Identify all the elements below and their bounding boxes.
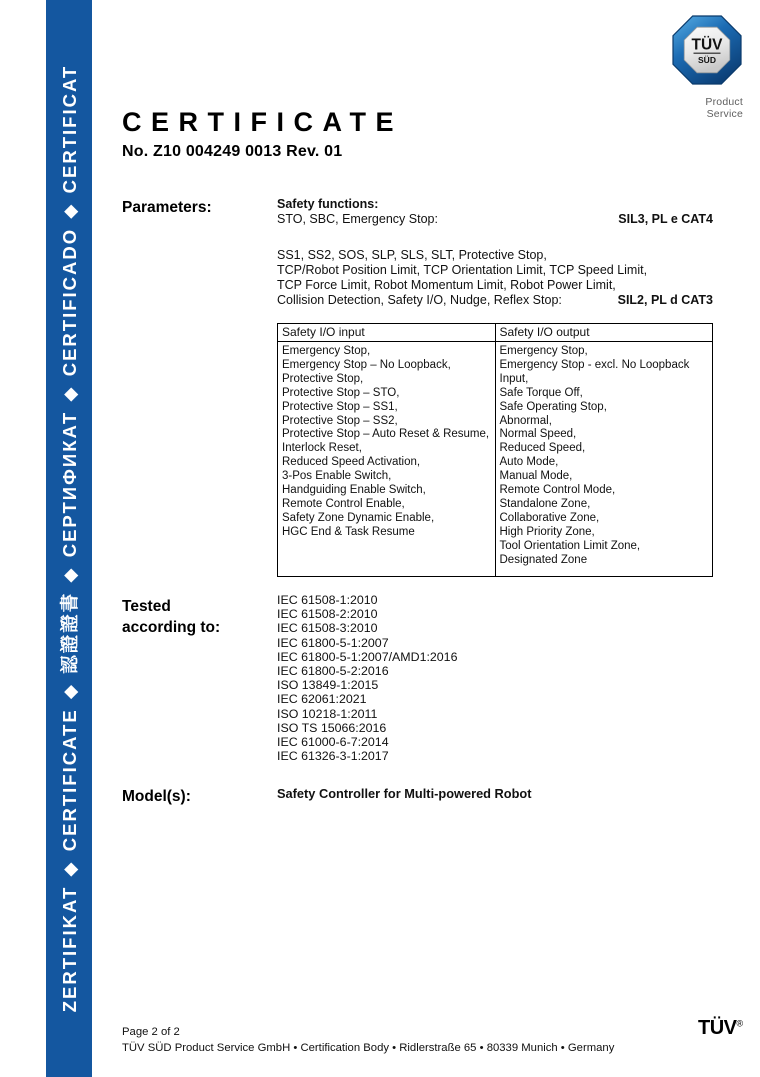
parameters-content xyxy=(277,197,713,577)
standards-list xyxy=(277,593,713,763)
company-address: TÜV SÜD Product Service GmbH • Certification Body • Ridlerstraße 65 • 80339 Munich • Germany xyxy=(122,1042,615,1054)
safety-functions-line1 xyxy=(277,212,713,227)
io-output-cell xyxy=(495,342,713,577)
side-banner-text: ZERTIFIKAT ◆ CERTIFICATE ◆ 認證證書 ◆ СЕРТИФИКАТ ◆ CERTIFICADO ◆ CERTIFICAT xyxy=(59,64,80,1013)
io-input-item: Reduced Speed Activation, xyxy=(282,456,421,469)
tuv-sud-octagon-icon xyxy=(672,15,742,85)
sf-line1-text: STO, SBC, Emergency Stop: xyxy=(277,212,438,226)
io-input-cell xyxy=(278,342,496,577)
certificate-title: CERTIFICATE xyxy=(122,107,403,137)
standard-item: IEC 61800-5-2:2016 xyxy=(277,664,389,679)
models-section xyxy=(122,786,713,807)
io-output-item: Emergency Stop, xyxy=(499,345,588,357)
standard-item: ISO 10218-1:2011 xyxy=(277,706,378,721)
standard-item: IEC 62061:2021 xyxy=(277,692,367,707)
tuv-wordmark-text: TÜV xyxy=(698,1017,737,1039)
io-output-item: Reduced Speed, xyxy=(499,442,586,455)
page-indicator: Page 2 of 2 xyxy=(122,1026,180,1038)
safety-functions-lastline xyxy=(277,293,713,308)
parameters-label: Parameters: xyxy=(122,199,212,216)
io-output-item: Auto Mode, xyxy=(499,456,559,469)
tested-label-line2: according to: xyxy=(122,619,221,636)
io-input-item: Emergency Stop, xyxy=(282,345,371,357)
io-output-item: Collaborative Zone, xyxy=(499,511,600,524)
io-output-item: Designated Zone xyxy=(499,553,588,566)
io-input-item: Emergency Stop – No Loopback, xyxy=(282,358,451,371)
io-output-item: Emergency Stop - excl. No Loopback Input, xyxy=(499,358,690,385)
io-input-item: Handguiding Enable Switch, xyxy=(282,484,426,497)
io-output-item: Remote Control Mode, xyxy=(499,484,616,497)
logo-tuv-text: TÜV xyxy=(691,36,723,54)
io-output-item: Normal Speed, xyxy=(499,428,577,441)
standard-item: IEC 61800-5-1:2007 xyxy=(277,635,389,650)
standard-item: IEC 61508-2:2010 xyxy=(277,607,378,622)
safety-io-table xyxy=(277,323,713,577)
paragraph-line: TCP/Robot Position Limit, TCP Orientation Limit, TCP Speed Limit, xyxy=(277,263,648,277)
io-input-header: Safety I/O input xyxy=(278,324,496,342)
standard-item: IEC 61326-3-1:2017 xyxy=(277,749,389,764)
safety-functions-label: Safety functions: xyxy=(277,197,379,211)
title-block xyxy=(122,108,403,161)
parameters-section xyxy=(122,197,713,577)
standard-item: IEC 61508-3:2010 xyxy=(277,621,378,636)
sf-line1-rating: SIL3, PL e CAT4 xyxy=(618,212,713,226)
io-output-item: Abnormal, xyxy=(499,414,552,427)
models-label: Model(s): xyxy=(122,788,191,805)
sf-lastline-rating: SIL2, PL d CAT3 xyxy=(617,293,713,307)
io-output-item: Manual Mode, xyxy=(499,470,573,483)
io-table-header-row xyxy=(278,324,713,342)
io-input-item: Remote Control Enable, xyxy=(282,497,405,510)
tested-section xyxy=(122,593,713,763)
tuv-wordmark xyxy=(698,1017,743,1040)
io-output-item: High Priority Zone, xyxy=(499,525,595,538)
standard-item: ISO 13849-1:2015 xyxy=(277,678,379,693)
sf-lastline-text: Collision Detection, Safety I/O, Nudge, Reflex Stop: xyxy=(277,293,562,307)
standard-item: IEC 61000-6-7:2014 xyxy=(277,735,389,750)
standard-item: ISO TS 15066:2016 xyxy=(277,720,387,735)
io-input-item: Protective Stop – Auto Reset & Resume, xyxy=(282,428,490,441)
io-input-item: 3-Pos Enable Switch, xyxy=(282,470,392,483)
io-input-item: Protective Stop – SS2, xyxy=(282,414,398,427)
io-output-item: Standalone Zone, xyxy=(499,497,591,510)
tuv-sud-logo xyxy=(671,15,743,120)
tested-label xyxy=(122,596,277,638)
io-input-item: Interlock Reset, xyxy=(282,442,362,455)
logo-caption: Product Service xyxy=(705,96,743,120)
io-output-item: Safe Torque Off, xyxy=(499,386,583,399)
io-input-item: Safety Zone Dynamic Enable, xyxy=(282,511,435,524)
page-footer xyxy=(122,1025,614,1056)
standard-item: IEC 61800-5-1:2007/AMD1:2016 xyxy=(277,649,458,664)
tested-label-line1: Tested xyxy=(122,598,171,615)
registered-trademark-symbol: ® xyxy=(736,1018,743,1029)
io-output-item: Safe Operating Stop, xyxy=(499,400,607,413)
io-output-item: Tool Orientation Limit Zone, xyxy=(499,539,641,552)
logo-sud-text: SÜD xyxy=(698,55,716,65)
io-output-header: Safety I/O output xyxy=(495,324,713,342)
paragraph-line: TCP Force Limit, Robot Momentum Limit, Robot Power Limit, xyxy=(277,278,616,292)
model-value: Safety Controller for Multi-powered Robot xyxy=(277,786,532,801)
io-input-item: Protective Stop, xyxy=(282,372,364,385)
io-input-item: Protective Stop – SS1, xyxy=(282,400,398,413)
io-table-body-row xyxy=(278,342,713,577)
certificate-number: No. Z10 004249 0013 Rev. 01 xyxy=(122,142,343,160)
io-input-item: Protective Stop – STO, xyxy=(282,386,400,399)
paragraph-line: SS1, SS2, SOS, SLP, SLS, SLT, Protective Stop, xyxy=(277,248,547,262)
safety-functions-paragraph xyxy=(277,248,713,293)
standard-item: IEC 61508-1:2010 xyxy=(277,593,378,607)
io-input-item: HGC End & Task Resume xyxy=(282,525,415,538)
